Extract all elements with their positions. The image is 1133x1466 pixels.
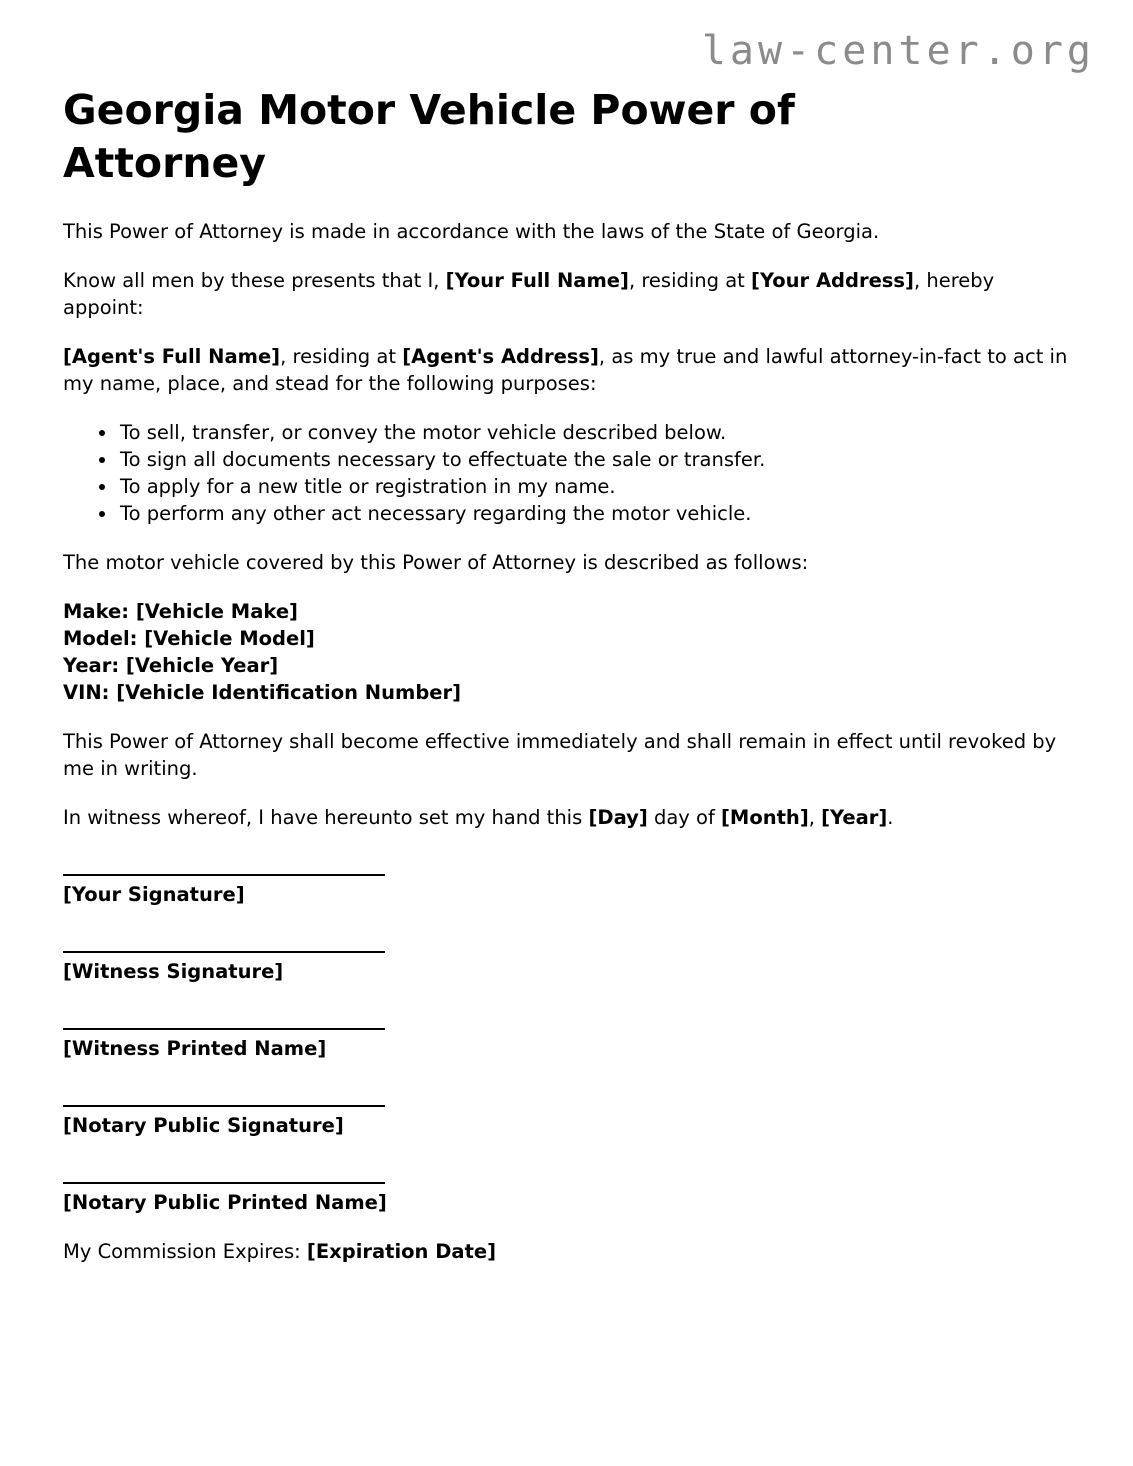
- signature-label: [Your Signature]: [63, 883, 245, 906]
- signature-label: [Notary Public Signature]: [63, 1114, 344, 1137]
- purpose-list: [63, 419, 1070, 527]
- signature-line: [63, 1182, 385, 1184]
- signature-line: [63, 874, 385, 876]
- signature-line: [63, 1028, 385, 1030]
- paragraph-effective-clause: This Power of Attorney shall become effective immediately and shall remain in effect until revoked by me in writing.: [63, 730, 1057, 780]
- signature-label: [Notary Public Printed Name]: [63, 1191, 387, 1214]
- paragraph-declaration: Know all men by these presents that I, [Your Full Name], residing at [Your Address], hereby appoint:: [63, 269, 995, 319]
- signature-line: [63, 1105, 385, 1107]
- paragraph-commission-expires: My Commission Expires: [Expiration Date]: [63, 1240, 497, 1263]
- signature-label: [Witness Printed Name]: [63, 1037, 327, 1060]
- signature-block-notary: [63, 1105, 1070, 1139]
- site-logo: law-center.org: [701, 28, 1095, 74]
- signature-line: [63, 951, 385, 953]
- vehicle-vin: VIN: [Vehicle Identification Number]: [63, 681, 462, 704]
- purpose-item: • To sign all documents necessary to effectuate the sale or transfer.: [118, 446, 1070, 473]
- paragraph-governing-law: This Power of Attorney is made in accordance with the laws of the State of Georgia.: [63, 220, 880, 243]
- signature-label: [Witness Signature]: [63, 960, 284, 983]
- paragraph-vehicle-intro: The motor vehicle covered by this Power of Attorney is described as follows:: [63, 551, 809, 574]
- signature-block-witness-printed: [63, 1028, 1070, 1062]
- purpose-item: • To apply for a new title or registration in my name.: [118, 473, 1070, 500]
- paragraph-witness-clause: In witness whereof, I have hereunto set my hand this [Day] day of [Month], [Year].: [63, 806, 894, 829]
- paragraph-agent-appointment: [Agent's Full Name], residing at [Agent's Address], as my true and lawful attorney-in-fact to act in my name, place, and stead for the following purposes:: [63, 345, 1068, 395]
- vehicle-details: [63, 598, 1070, 706]
- vehicle-year: Year: [Vehicle Year]: [63, 654, 279, 677]
- page-title: Georgia Motor Vehicle Power of Attorney: [63, 86, 795, 187]
- signature-block-notary-printed: [63, 1182, 1070, 1216]
- vehicle-make: Make: [Vehicle Make]: [63, 600, 298, 623]
- signature-block-principal: [63, 874, 1070, 908]
- vehicle-model: Model: [Vehicle Model]: [63, 627, 315, 650]
- purpose-item: • To sell, transfer, or convey the motor vehicle described below.: [118, 419, 1070, 446]
- signature-block-witness: [63, 951, 1070, 985]
- purpose-item: • To perform any other act necessary regarding the motor vehicle.: [118, 500, 1070, 527]
- document-body: [63, 218, 1070, 1265]
